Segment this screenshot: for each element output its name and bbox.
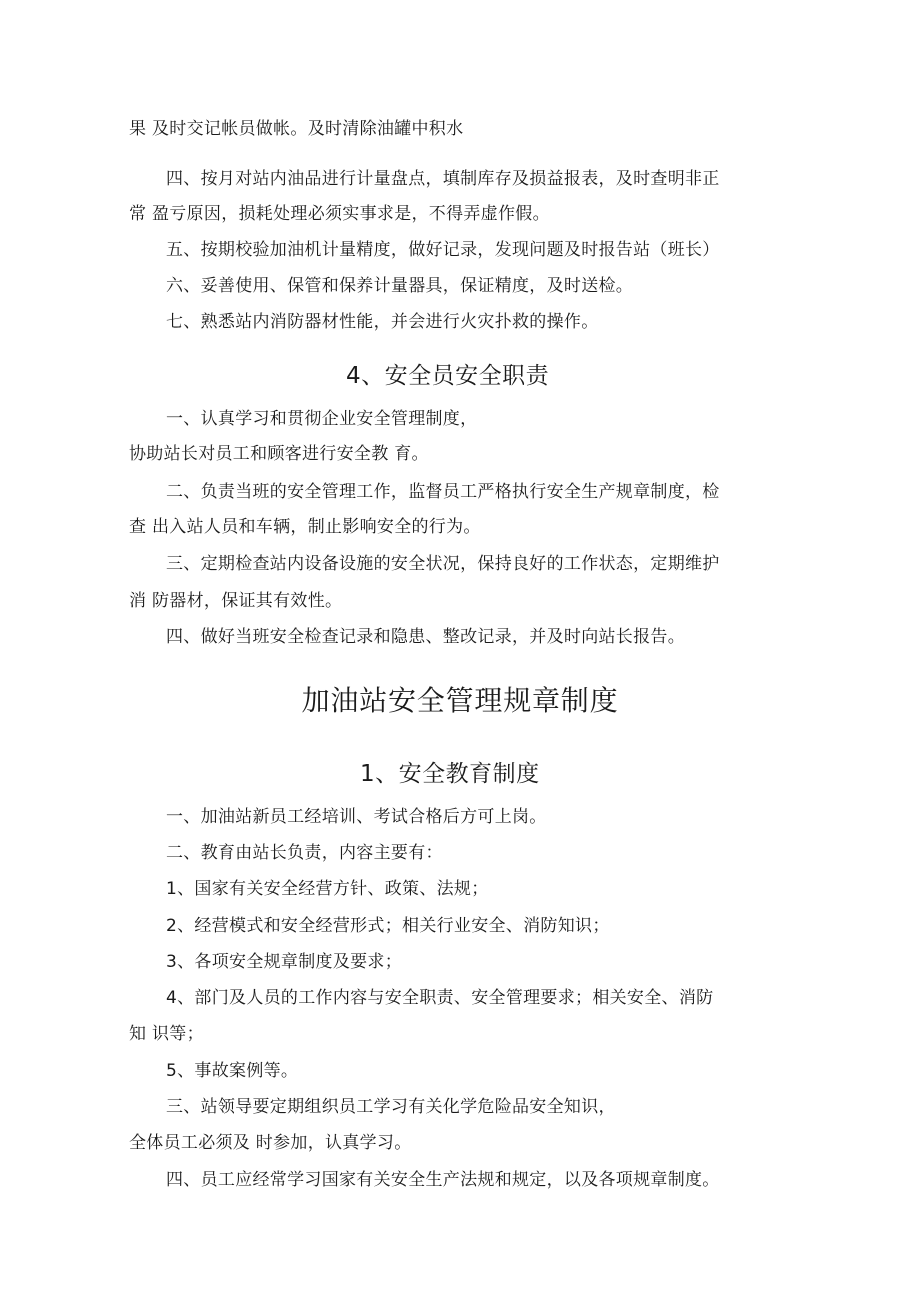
paragraph-line: 二、负责当班的安全管理工作，监督员工严格执行安全生产规章制度，检 <box>166 482 720 502</box>
paragraph-line: 消 防器材，保证其有效性。 <box>129 591 343 611</box>
paragraph-line: 果 及时交记帐员做帐。及时清除油罐中积水 <box>129 119 464 139</box>
paragraph-line: 1、国家有关安全经营方针、政策、法规； <box>166 879 489 899</box>
paragraph-line: 六、妥善使用、保管和保养计量器具，保证精度，及时送检。 <box>166 276 634 296</box>
paragraph-line: 2、经营模式和安全经营形式；相关行业安全、消防知识； <box>166 916 610 936</box>
paragraph-line: 5、事故案例等。 <box>166 1061 299 1081</box>
paragraph-line: 四、做好当班安全检查记录和隐患、整改记录，并及时向站长报告。 <box>166 627 685 647</box>
paragraph-line: 七、熟悉站内消防器材性能，并会进行火灾扑救的操作。 <box>166 312 599 332</box>
paragraph-line: 协助站长对员工和顾客进行安全教 育。 <box>129 444 429 464</box>
paragraph-line: 查 出入站人员和车辆，制止影响安全的行为。 <box>129 517 481 537</box>
paragraph-line: 一、认真学习和贯彻企业安全管理制度， <box>166 409 478 429</box>
paragraph-line: 4、部门及人员的工作内容与安全职责、安全管理要求；相关安全、消防 <box>166 988 714 1008</box>
section-heading: 1、安全教育制度 <box>360 761 540 787</box>
paragraph-line: 全体员工必须及 时参加，认真学习。 <box>129 1133 412 1153</box>
paragraph-line: 知 识等； <box>129 1024 204 1044</box>
paragraph-line: 四、员工应经常学习国家有关安全生产法规和规定，以及各项规章制度。 <box>166 1170 720 1190</box>
paragraph-line: 常 盈亏原因，损耗处理必须实事求是，不得弄虚作假。 <box>129 204 550 224</box>
section-heading: 4、安全员安全职责 <box>346 363 550 389</box>
paragraph-line: 五、按期校验加油机计量精度，做好记录，发现问题及时报告站（班长） <box>166 240 720 260</box>
paragraph-line: 二、教育由站长负责，内容主要有： <box>166 843 443 863</box>
paragraph-line: 3、各项安全规章制度及要求； <box>166 952 403 972</box>
paragraph-line: 四、按月对站内油品进行计量盘点，填制库存及损益报表，及时查明非正 <box>166 169 720 189</box>
paragraph-line: 三、站领导要定期组织员工学习有关化学危险品安全知识， <box>166 1097 616 1117</box>
main-title: 加油站安全管理规章制度 <box>301 684 619 717</box>
paragraph-line: 三、定期检查站内设备设施的安全状况，保持良好的工作状态，定期维护 <box>166 554 720 574</box>
paragraph-line: 一、加油站新员工经培训、考试合格后方可上岗。 <box>166 807 547 827</box>
